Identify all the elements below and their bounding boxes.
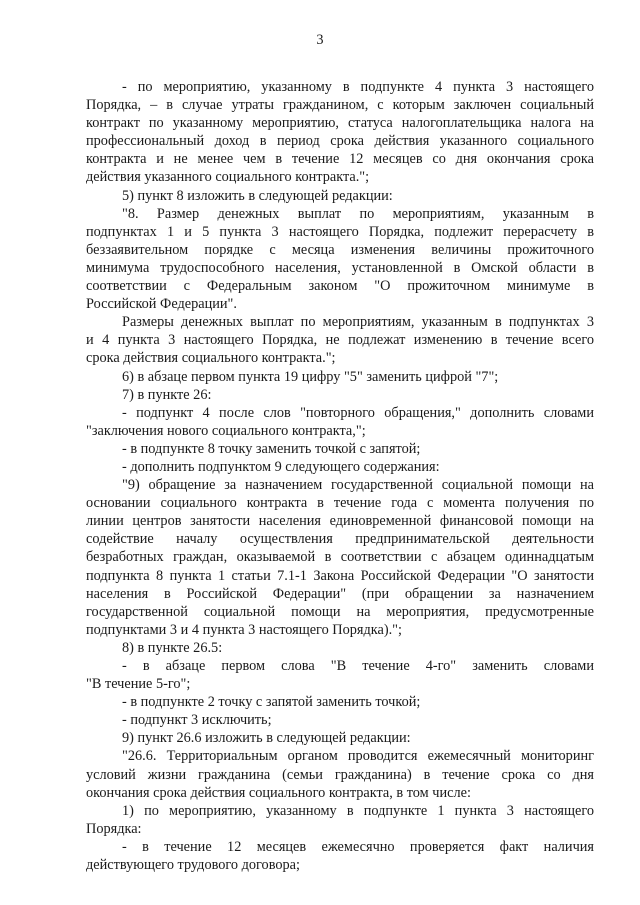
text-line: государственной социальной помощи на мероприятия, предусмотренные: [86, 603, 594, 620]
text-line: и 4 пункта 3 настоящего Порядка, не подлежат изменению в течение всего: [86, 332, 594, 349]
text-line: подпунктами 3 и 4 пункта 3 настоящего Порядка).";: [86, 621, 402, 638]
text-line: - в подпункте 8 точку заменить точкой с запятой;: [122, 440, 421, 457]
text-line: беззаявительном порядке с месяца изменения величины прожиточного: [86, 241, 594, 258]
text-line: - в абзаце первом слова "В течение 4-го" заменить словами: [122, 658, 594, 674]
text-line: "26.6. Территориальным органом проводится ежемесячный мониторинг: [122, 748, 594, 765]
text-line: - в течение 12 месяцев ежемесячно проверяется факт наличия: [122, 838, 594, 855]
text-line: действующего трудового договора;: [86, 857, 300, 874]
text-line: - по мероприятию, указанному в подпункте 4 пункта 3 настоящего: [122, 79, 594, 95]
text-line: Размеры денежных выплат по мероприятиям, указанным в подпунктах 3: [122, 314, 594, 331]
text-line: профессиональный доход в период срока действия указанного социального: [86, 133, 594, 150]
text-line: "заключения нового социального контракта,";: [86, 422, 366, 439]
page-number: 3: [316, 32, 324, 48]
text-line: содействие началу осуществления предпринимательской деятельности: [86, 531, 594, 548]
text-line: основании социального контракта в течение года с момента получения по: [86, 495, 594, 512]
text-line: минимума трудоспособного населения, установленной в Омской области в: [86, 259, 594, 276]
text-line: - дополнить подпунктом 9 следующего содержания:: [122, 458, 440, 475]
document-body: [86, 78, 594, 874]
text-line: контракта и не менее чем в течение 12 месяцев со дня окончания срока: [86, 151, 594, 168]
text-line: 6) в абзаце первом пункта 19 цифру "5" заменить цифрой "7";: [122, 368, 499, 385]
text-line: Порядка:: [86, 820, 142, 837]
text-line: "9) обращение за назначением государственной социальной помощи на: [122, 477, 594, 494]
text-line: Порядка, – в случае утраты гражданином, с которым заключен социальный: [86, 97, 594, 114]
text-line: соответствии с Федеральным законом "О прожиточном минимуме в: [86, 278, 594, 295]
text-line: окончания срока действия социального контракта, в том числе:: [86, 784, 471, 801]
text-line: безработных граждан, оказываемой в соответствии с абзацем одиннадцатым: [86, 549, 594, 566]
text-line: "В течение 5-го";: [86, 676, 191, 693]
text-line: линии центров занятости населения единовременной финансовой помощи на: [86, 513, 594, 530]
text-line: 5) пункт 8 изложить в следующей редакции:: [122, 187, 393, 204]
text-line: Российской Федерации".: [86, 296, 237, 313]
text-line: 1) по мероприятию, указанному в подпункте 1 пункта 3 настоящего: [122, 802, 594, 819]
text-line: населения в Российской Федерации" (при обращении за назначением: [86, 585, 594, 602]
text-line: 7) в пункте 26:: [122, 386, 212, 403]
text-line: - подпункт 4 после слов "повторного обращения," дополнить словами: [122, 404, 594, 421]
text-line: условий жизни гражданина (семьи гражданина) в течение срока со дня: [86, 766, 594, 783]
text-line: - в подпункте 2 точку с запятой заменить точкой;: [122, 694, 421, 711]
text-line: срока действия социального контракта.";: [86, 350, 336, 367]
text-line: подпункта 8 пункта 1 статьи 7.1-1 Закона Российской Федерации "О занятости: [86, 567, 594, 584]
text-line: контракт по указанному мероприятию, статуса налогоплательщика налога на: [86, 115, 594, 132]
text-line: "8. Размер денежных выплат по мероприятиям, указанным в: [122, 205, 594, 222]
text-line: - подпункт 3 исключить;: [122, 712, 272, 729]
text-line: 9) пункт 26.6 изложить в следующей редакции:: [122, 730, 411, 747]
text-line: 8) в пункте 26.5:: [122, 639, 223, 656]
text-line: действия указанного социального контракта.";: [86, 169, 370, 186]
text-line: подпунктах 1 и 5 пункта 3 настоящего Порядка, подлежит перерасчету в: [86, 223, 594, 240]
